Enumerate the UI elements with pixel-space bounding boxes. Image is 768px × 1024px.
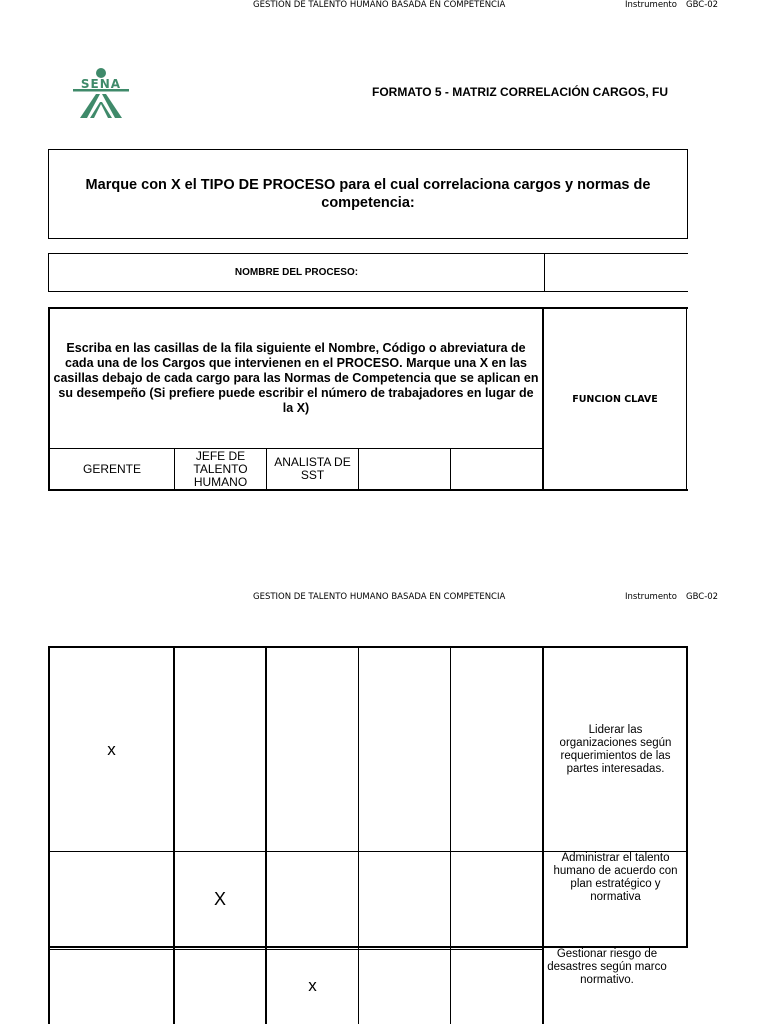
matrix-cell-r1-c4[interactable]: [359, 648, 450, 851]
header-title: GESTION DE TALENTO HUMANO BASADA EN COMPETENCIA: [253, 0, 506, 10]
funcion-clave-header: FUNCION CLAVE: [572, 393, 658, 405]
role-cell-2[interactable]: JEFE DE TALENTO HUMANO: [193, 448, 248, 489]
instrument-label: Instrumento: [625, 0, 677, 10]
matrix-cell-r3-c4[interactable]: [359, 951, 450, 1024]
matrix-cell-r2-c1[interactable]: [50, 852, 173, 946]
roles-table: [48, 307, 688, 491]
competence-matrix: [48, 646, 688, 1024]
matrix-cell-r3-c1[interactable]: [50, 951, 173, 1024]
page2-header-title: GESTION DE TALENTO HUMANO BASADA EN COMPETENCIA: [253, 592, 506, 602]
sena-logo-text: SENA: [80, 77, 122, 91]
instrument-code: GBC-02: [686, 0, 719, 10]
page2-instrument-code: GBC-02: [686, 592, 719, 602]
role-cell-4[interactable]: [359, 449, 450, 489]
format-title: FORMATO 5 - MATRIZ CORRELACIÓN CARGOS, FU: [372, 85, 668, 99]
process-instructions: Marque con X el TIPO DE PROCESO para el cual correlaciona cargos y normas de competencia:: [85, 177, 651, 211]
matrix-cell-r3-c5[interactable]: [451, 951, 542, 1024]
sena-logo-icon: [70, 66, 132, 122]
roles-instructions: Escriba en las casillas de la fila siguiente el Nombre, Código o abreviatura de cada una de los Cargos que intervienen en el PROCESO. Marque una X en las casillas debajo de cada cargo para las Normas de Competencia que se aplican en su desempeño (Si prefiere puede escribir el número de trabajadores en lugar de la X): [53, 341, 539, 415]
matrix-cell-r3-c2[interactable]: [175, 951, 265, 1024]
matrix-cell-r1-c3[interactable]: [267, 648, 358, 851]
matrix-cell-r3-c3[interactable]: x: [308, 976, 317, 995]
matrix-cell-r2-c4[interactable]: [359, 852, 450, 946]
matrix-cell-r1-c1[interactable]: x: [107, 739, 116, 759]
role-cell-1[interactable]: GERENTE: [82, 461, 141, 476]
role-cell-5[interactable]: [451, 449, 542, 489]
function-cell-r2: Administrar el talento humano de acuerdo con plan estratégico y normativa: [553, 852, 678, 903]
process-name-input[interactable]: [545, 254, 687, 291]
process-name-row: [48, 253, 688, 292]
process-instructions-box: [48, 149, 688, 239]
function-cell-r3: Gestionar riesgo de desastres según marco normativo.: [547, 948, 667, 986]
role-cell-3[interactable]: ANALISTA DE SST: [274, 455, 351, 482]
matrix-cell-r2-c3[interactable]: [267, 852, 358, 946]
matrix-cell-r1-c2[interactable]: [175, 648, 265, 851]
sena-logo: [70, 66, 132, 122]
page2-instrument-label: Instrumento: [625, 592, 677, 602]
function-cell-r1: Liderar las organizaciones según requerimientos de las partes interesadas.: [559, 723, 672, 775]
matrix-cell-r2-c2[interactable]: X: [213, 888, 226, 909]
matrix-cell-r1-c5[interactable]: [451, 648, 542, 851]
process-name-label: NOMBRE DEL PROCESO:: [234, 267, 359, 278]
matrix-cell-r2-c5[interactable]: [451, 852, 542, 946]
